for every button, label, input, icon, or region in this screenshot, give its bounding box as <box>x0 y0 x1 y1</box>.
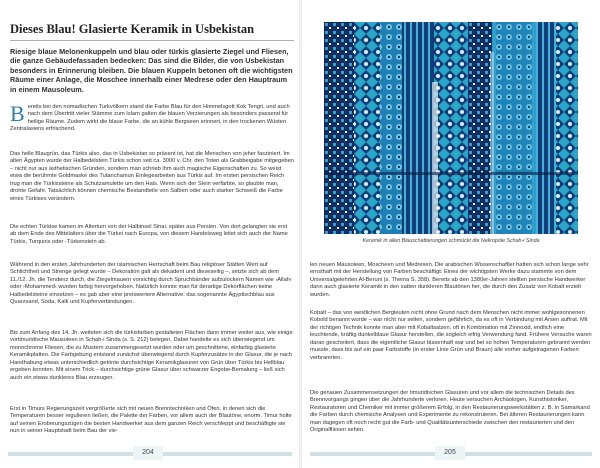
body-paragraph-7: len neuen Mausoleen, Moscheen und Medresen. Die arabischen Wissenschaftler hatten sich schon lange sehr ernsthaft mit der Herstellung von Farben beschäftigt: Eines der wichtigsten Werke dazu stammte von dem Universalgelehrten Al-Beruni (s. Thema S. 358). Bereits ab den 1380er-Jahren stellten persische Handwerker dann auch glasierte Keramik in den satten dunkleren Blautönen her, die durch den Zusatz von Kobalt erzielt wurden. <box>310 262 589 298</box>
photo-caption: Keramik in allen Blauschattierungen schmückt die Nekropole Schah-i Sinda <box>362 238 540 244</box>
body-paragraph-4: Während in den ersten Jahrhunderten der islamischen Herrschaft beim Bau religiöser Stätten Wert auf Schlichtheit und Strenge gelegt wurde – Dekoration galt als dekadent und dieseseitig –, setzte sich ab dem 11./12. Jh. die Tendenz durch, die Ziegelmauern vorsichtig durch Spruchbänder aufzulockern Namen wie ›Allah‹ oder ›Mohammed‹ wurden farbig hervorgehoben. Natürlich konnte man für derartige Dekorflächen keine Halbedelsteine einsetzen – es gab aber eine preiswertere Alternative: das sogenannte Ägyptischblau aus Quarzsand, Soda, Kalk und Kupferverbindungen. <box>10 262 292 306</box>
page-number: 204 <box>133 446 163 460</box>
body-paragraph-8: Kobalt – das von westlichen Bergleuten nicht ohne Grund nach dem Menschen nicht immer wohlgesonnenen Kobold benannt wurde – war nicht nur selten, sondern gefährlich, da es oft in Verbindung mit Arsen auftrat. Mit der richtigen Technik konnte man aber mit Kobaltsalzen, oft in Kombination mit Zinnoxid, endlich eine leuchtende, kräftig dunkelblaue Glasur herstellen, die sogleich eifrig Verwendung fand. Frühere Versuche waren daran gescheitert, dass die eigentliche Glasur blasenhaft war und bei so hohen Temperaturen gebrannt werden musste, dass bis auf ein paar Farbstoffe (in erster Linie Grün und Braun) alle vorher aufgetragenen Farben verbrannten. <box>310 310 592 361</box>
paragraph-text: ereits bei den nomadischen Turkvölkern stand die Farbe Blau für den Himmelsgott Kok Tengri, und auch nach dem Übertritt vieler Stämme zum Islam galten die blauen Verzierungen als besonders passend für heilige Räume. Zudem wirkt die blaue Farbe, die an kühle Bergseen erinnert, in den trockenen Wüsten Zentralasiens erfrischend. <box>10 104 290 133</box>
body-paragraph-6: Erst in Timurs Regierungszeit vergrößerte sich mit neuen Brenntechniken und Öfen, in denen sich die Temperaturen besser regulieren ließen, die Palette der Farben, vor allem auch der Blautöne, enorm. Timur holte auf seinen Eroberungszügen die besten Handwerker aus dem ganzen Reich verschleppt und beschäftigte sie nun in seiner Hauptstadt beim Bau der vie- <box>10 406 292 435</box>
page-number-footer <box>302 446 600 460</box>
body-paragraph-9: Die genauen Zusammensetzungen der timuridischen Glasuren und vor allem die technischen Details des Brennvorgangs gingen über die Jahrhunderte verloren. Heute versuchen Archäologen, Kunsthistoriker, Restauratoren und Chemiker mit immer größerem Erfolg, in den Restaurierungswerkstätten z. B. in Samarkand die Farben durch chemische Analysen und Experimente zu rekonstruieren. Bei älteren Restaurierungen kann man dagegen oft noch recht gut die Farb- und Qualitätsunterschiede zwischen den restaurierten und den Originalfliesen sehen. <box>310 390 590 434</box>
article-title: Dieses Blau! Glasierte Keramik in Usbekistan <box>10 22 255 36</box>
drop-cap: B <box>10 101 25 126</box>
page-number: 205 <box>435 446 465 460</box>
tile-mosaic-photo <box>324 22 578 234</box>
body-paragraph-5: Bis zum Anfang des 14. Jh. weiteten sich die türkisfarben gestalteten Flächen dann immer weiter aus, wie einige vortimuridische Mausoleen in Schah-i Sinda (s. S. 212) belegen. Dabei handelte es sich überwiegend um monochrome Fliesen, die zu Mustern zusammengesetzt wurden oder um geschnittene, einfarbig glasierte Keramikplatten. Die Farbgebung entstand zunächst überwiegend durch Kupferzusätze in der Glasur, die je nach Handhabung etwas unterschiedlich getönte durchsichtige Keramikglasuren von Grün über Türkis bis Hellblau ergeben konnten. Mit einem Trick – durchsichtige grüne Glasur über schwarzer Engobe-Bemalung – ließ sich auch ein etwas dunkleres Blau erzeugen. <box>10 330 293 381</box>
title-rule <box>10 40 294 41</box>
right-page <box>302 0 600 468</box>
body-paragraph-2: Das helle Blaugrün, das Türkis also, das in Usbekistan so präsent ist, hat die Menschen von jeher fasziniert. Im alten Ägypten wurde der Halbedelstein Türkis schon seit ca. 3000 v. Chr. den Toten als Grabbeigabe mitgegeben – nicht nur aus ästhetischen Gründen, sondern man schrieb ihm auch magische Eigenschaften zu. So weist etwa die berühmte Goldmaske des Tutanchamun Einlegearbeiten aus Türkis auf. Im ersten persischen Reich trug man die Türkissteine als Schutzamulette um den Hals. Wenn sich der Stein verfärbte, so glaubte man, drohte Gefahr. Tatsächlich können chemische Bestandteile von Salben oder auch starker Schweiß die Farbe eines Türkises verändern. <box>10 151 294 202</box>
page-number-footer <box>0 446 300 460</box>
lead-paragraph: Riesige blaue Melonenkuppeln und blau oder türkis glasierte Ziegel und Fliesen, die ganze Gebäudefassaden bedecken: Das sind die Bilder, die von Usbekistan besonders in Erinnerung bleiben. Die blauen Kuppeln betonen oft die wichtigsten Räume einer Anlage, die Moschee innerhalb einer Medrese oder den Hauptraum in einem Mausoleum. <box>10 47 293 94</box>
body-paragraph-3: Die echten Türkise kamen im Altertum von der Halbinsel Sinai, später aus Persien. Von dort gelangten sie erst ab dem Ende des Mittelalters über die Türkei nach Europa, von diesem Handelsweg leitet sich auch der Name Türkis, Turquois oder -Türkenstein ab. <box>10 224 288 245</box>
body-paragraph-1 <box>10 101 294 134</box>
